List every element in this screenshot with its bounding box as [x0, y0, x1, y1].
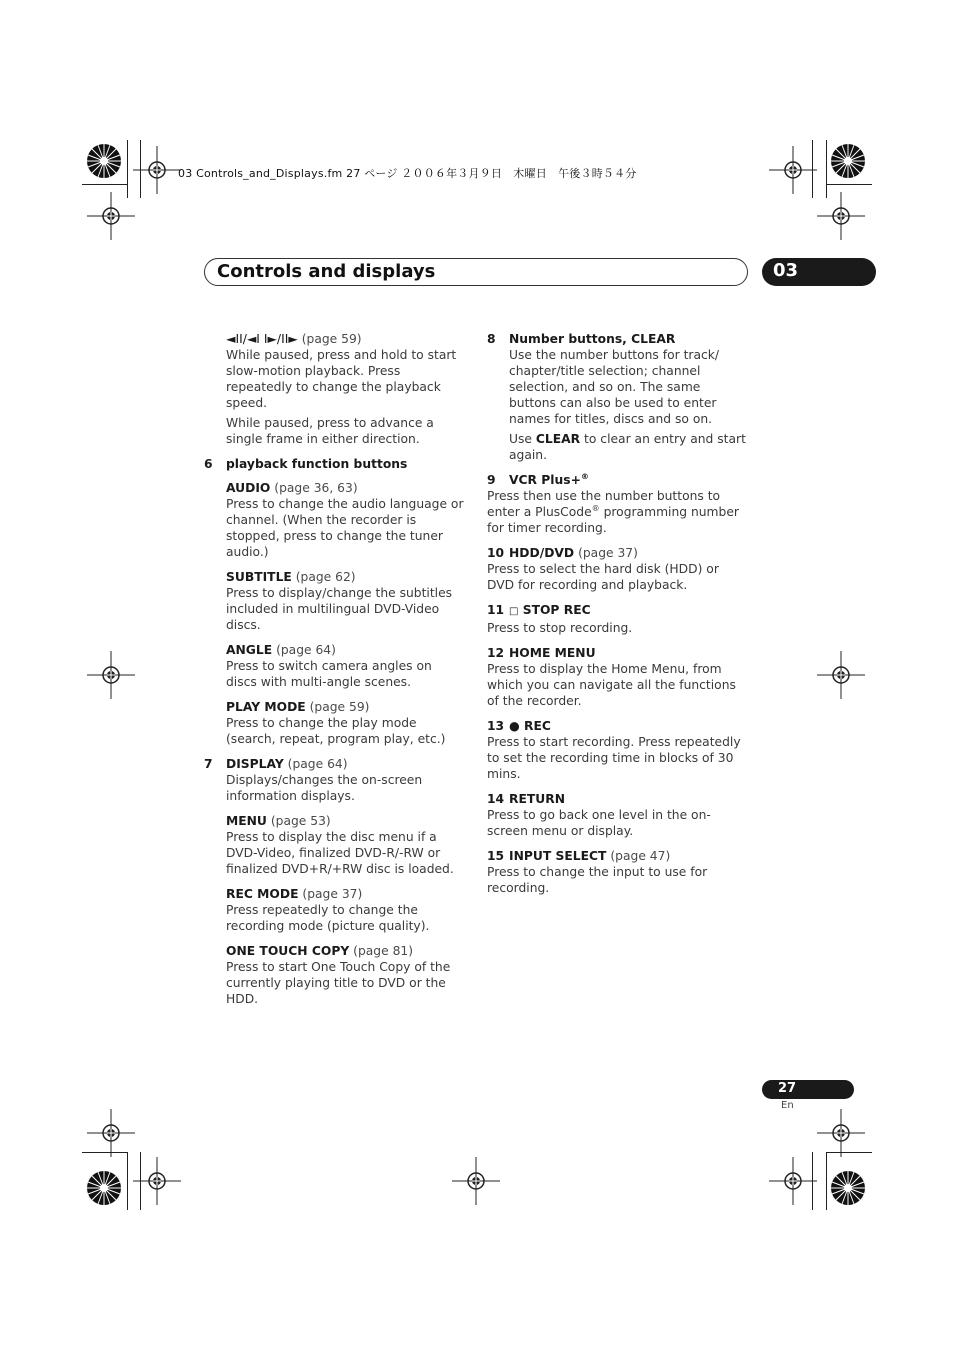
item-title: RETURN	[509, 792, 566, 806]
chapter-number-box	[762, 258, 876, 286]
item-title: HOME MENU	[509, 646, 596, 660]
description: Press to select the hard disk (HDD) or DVD for recording and playback.	[487, 562, 719, 592]
item-number: 14	[487, 792, 505, 806]
item-title: HDD/DVD	[509, 546, 575, 560]
item-number: 15	[487, 849, 505, 863]
page-ref: (page 47)	[610, 849, 671, 863]
description: While paused, press to advance a single frame in either direction.	[226, 416, 434, 446]
item-15	[487, 848, 749, 896]
subtitle-label: SUBTITLE	[226, 570, 292, 584]
description: Press to change the input to use for recording.	[487, 865, 708, 895]
page-number: 27	[778, 1081, 797, 1096]
one-touch-copy-label: ONE TOUCH COPY	[226, 944, 350, 958]
page-ref: (page 81)	[353, 944, 414, 958]
record-icon: ●	[509, 719, 520, 733]
item-number: 7	[204, 757, 213, 771]
description	[509, 431, 749, 463]
item-title: INPUT SELECT	[509, 849, 607, 863]
audio-label: AUDIO	[226, 481, 271, 495]
item-13	[487, 718, 749, 782]
stop-icon: □	[509, 606, 519, 617]
page-language: En	[781, 1100, 794, 1111]
page-ref: (page 37)	[578, 546, 638, 560]
rec-mode-label: REC MODE	[226, 887, 299, 901]
item-title: playback function buttons	[226, 457, 408, 471]
right-column	[487, 331, 749, 905]
description: Press to display/change the subtitles included in multilingual DVD-Video discs.	[226, 586, 453, 632]
text: Use	[509, 432, 536, 446]
page-ref: (page 64)	[276, 643, 336, 657]
play-mode-entry	[204, 699, 466, 747]
page-ref: (page 59)	[309, 700, 370, 714]
angle-entry	[204, 642, 466, 690]
print-header: 03 Controls_and_Displays.fm 27 ページ ２００６年３月９日 木曜日 午後３時５４分	[178, 167, 637, 180]
audio-entry	[204, 480, 466, 560]
menu-label: MENU	[226, 814, 267, 828]
item-number: 9	[487, 473, 496, 487]
text: Press then use the number buttons to enter a PlusCode	[487, 489, 721, 519]
item-title: VCR Plus+	[509, 473, 581, 487]
item-title: STOP REC	[522, 603, 591, 617]
description: Press repeatedly to change the recording mode (picture quality).	[226, 903, 430, 933]
clear-label: CLEAR	[535, 432, 581, 446]
description: Press to go back one level in the on-screen menu or display.	[487, 808, 711, 838]
registered-mark: ®	[580, 471, 589, 481]
description: Press to start recording. Press repeatedly to set the recording time in blocks of 30 mins.	[487, 735, 741, 781]
description	[487, 488, 749, 536]
description: Use the number buttons for track/ chapter/title selection; channel selection, and so on. The same buttons can also be used to enter names for titles, discs and so on.	[509, 348, 720, 426]
description: Press to change the play mode (search, repeat, program play, etc.)	[226, 716, 446, 746]
item-number: 10	[487, 546, 505, 560]
item-10	[487, 545, 749, 593]
description: Displays/changes the on-screen information displays.	[226, 773, 423, 803]
item-11	[487, 602, 749, 636]
item-number: 13	[487, 719, 505, 733]
description: While paused, press and hold to start slow-motion playback. Press repeatedly to change the playback speed.	[226, 348, 457, 410]
item-number: 12	[487, 646, 505, 660]
page-ref: (page 53)	[270, 814, 331, 828]
chapter-title: Controls and displays	[217, 261, 436, 282]
registered-mark: ®	[591, 503, 600, 513]
angle-label: ANGLE	[226, 643, 273, 657]
item-12	[487, 645, 749, 709]
display-label: DISPLAY	[226, 757, 284, 771]
item-number: 11	[487, 603, 505, 617]
description: Press to start One Touch Copy of the currently playing title to DVD or the HDD.	[226, 960, 451, 1006]
text: to clear an entry and start again.	[509, 432, 746, 462]
slow-motion-entry	[204, 331, 466, 447]
item-6	[204, 456, 466, 472]
chapter-title-box	[204, 258, 748, 286]
play-mode-label: PLAY MODE	[226, 700, 306, 714]
description: Press to display the Home Menu, from which you can navigate all the functions of the recorder.	[487, 662, 736, 708]
description: Press to change the audio language or channel. (When the recorder is stopped, press to change the tuner audio.)	[226, 497, 464, 559]
menu-entry	[204, 813, 466, 877]
one-touch-copy-entry	[204, 943, 466, 1007]
page-ref: (page 64)	[287, 757, 348, 771]
item-title: REC	[524, 719, 551, 733]
item-14	[487, 791, 749, 839]
item-7	[204, 756, 466, 804]
page-number-box	[762, 1080, 854, 1099]
page-ref: (page 37)	[302, 887, 363, 901]
page-ref: (page 62)	[295, 570, 356, 584]
item-8	[487, 331, 749, 463]
description: Press to switch camera angles on discs with multi-angle scenes.	[226, 659, 432, 689]
item-number: 6	[204, 457, 213, 471]
description: Press to display the disc menu if a DVD-Video, finalized DVD-R/-RW or finalized DVD+R/+RW disc is loaded.	[226, 830, 454, 876]
page-ref: (page 59)	[301, 332, 362, 346]
subtitle-entry	[204, 569, 466, 633]
text: programming number for timer recording.	[487, 505, 739, 535]
item-number: 8	[487, 332, 496, 346]
left-column	[204, 331, 466, 1016]
item-title: Number buttons, CLEAR	[509, 332, 676, 346]
rec-mode-entry	[204, 886, 466, 934]
slow-motion-symbols: ◄II/◄I I►/II►	[226, 332, 298, 346]
description: Press to stop recording.	[487, 621, 633, 635]
item-9	[487, 472, 749, 536]
page-ref: (page 36, 63)	[274, 481, 358, 495]
chapter-number: 03	[773, 260, 799, 281]
